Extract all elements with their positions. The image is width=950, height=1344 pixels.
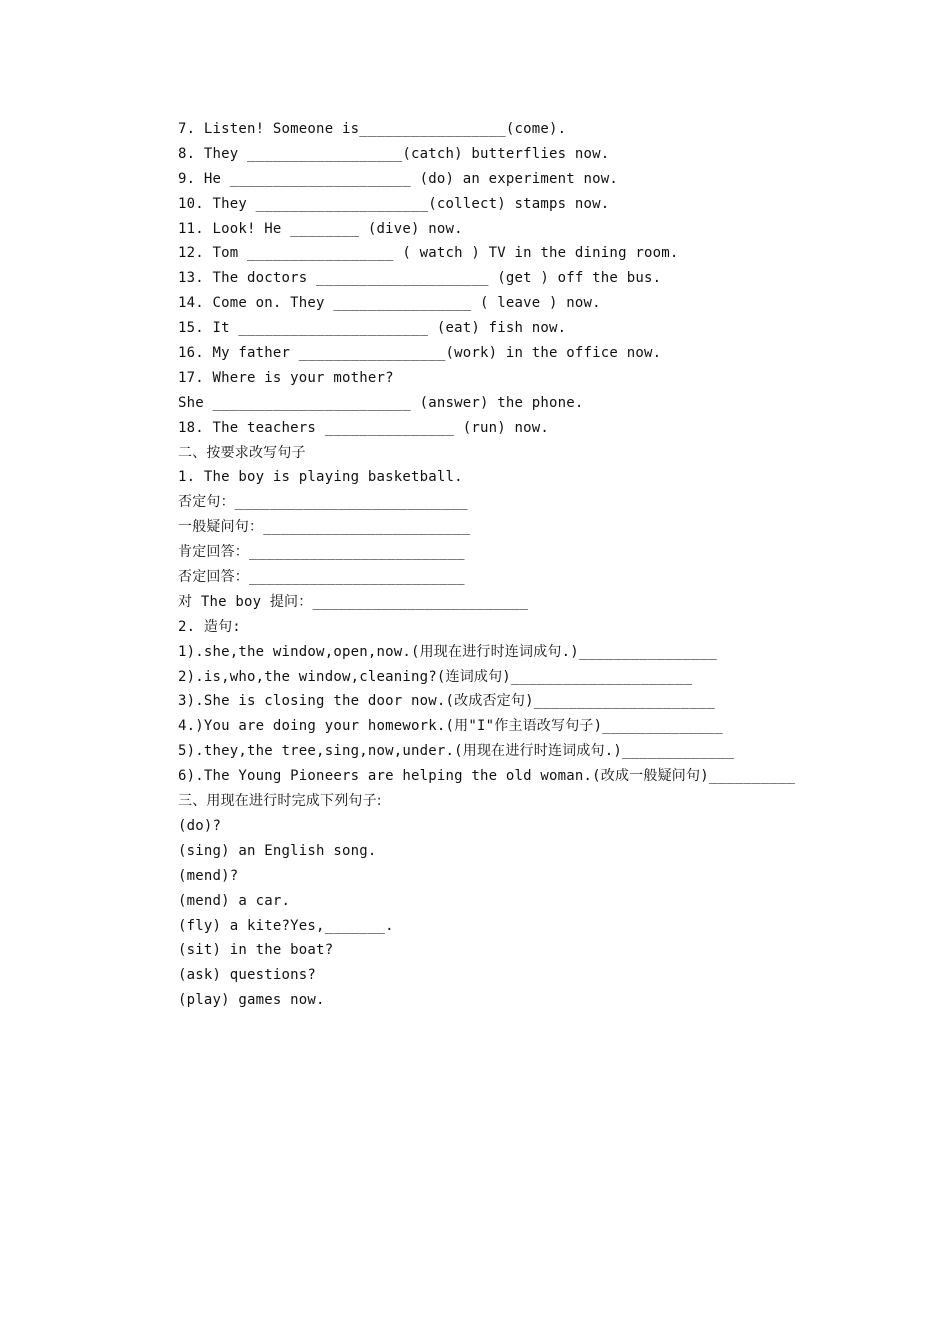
exercise-line: She _______________________ (answer) the phone. xyxy=(178,394,584,411)
exercise-line: 17. Where is your mother? xyxy=(178,369,394,386)
exercise-line: (do)? xyxy=(178,817,222,834)
exercise-line: 13. The doctors ____________________ (get ) off the bus. xyxy=(178,270,662,287)
exercise-line: 2).is,who,the window,cleaning?(连词成句)_____________________ xyxy=(178,668,693,685)
exercise-line: 11. Look! He ________ (dive) now. xyxy=(178,220,463,237)
exercise-line: (mend)? xyxy=(178,867,239,884)
exercise-line: (fly) a kite?Yes,_______. xyxy=(178,917,394,934)
exercise-text xyxy=(178,117,878,1013)
exercise-line: 肯定回答：_________________________ xyxy=(178,544,465,561)
exercise-line: 12. Tom _________________ ( watch ) TV in the dining room. xyxy=(178,245,679,262)
exercise-line: 3).She is closing the door now.(改成否定句)_____________________ xyxy=(178,693,715,710)
exercise-line: (sit) in the boat? xyxy=(178,942,334,959)
exercise-line: 否定回答：_________________________ xyxy=(178,569,465,586)
exercise-line: (play) games now. xyxy=(178,992,325,1009)
exercise-line: 14. Come on. They ________________ ( leave ) now. xyxy=(178,295,601,312)
exercise-line: (mend) a car. xyxy=(178,892,291,909)
exercise-line: 4.)You are doing your homework.(用"I"作主语改写句子)______________ xyxy=(178,718,724,735)
exercise-line: (sing) an English song. xyxy=(178,842,377,859)
section-heading: 三、用现在进行时完成下列句子: xyxy=(178,793,382,810)
exercise-line: 9. He _____________________ (do) an experiment now. xyxy=(178,170,619,187)
section-heading: 二、按要求改写句子 xyxy=(178,444,306,461)
exercise-line: 2. 造句: xyxy=(178,618,241,635)
exercise-line: 8. They __________________(catch) butterflies now. xyxy=(178,145,610,162)
exercise-line: 6).The Young Pioneers are helping the old woman.(改成一般疑问句)__________ xyxy=(178,768,796,785)
exercise-line: 10. They ____________________(collect) stamps now. xyxy=(178,195,610,212)
exercise-line: 18. The teachers _______________ (run) now. xyxy=(178,419,550,436)
exercise-line: 5).they,the tree,sing,now,under.(用现在进行时连词成句.)_____________ xyxy=(178,743,735,760)
exercise-line: 7. Listen! Someone is_________________(come). xyxy=(178,121,567,137)
exercise-line: 1. The boy is playing basketball. xyxy=(178,469,463,486)
exercise-line: 否定句：___________________________ xyxy=(178,494,468,511)
exercise-line: 15. It ______________________ (eat) fish now. xyxy=(178,320,567,337)
exercise-line: (ask) questions? xyxy=(178,967,317,984)
exercise-line: 一般疑问句：________________________ xyxy=(178,519,471,536)
exercise-line: 1).she,the window,open,now.(用现在进行时连词成句.)________________ xyxy=(178,643,717,660)
exercise-line: 对 The boy 提问：_________________________ xyxy=(178,593,529,610)
exercise-line: 16. My father _________________(work) in the office now. xyxy=(178,345,662,362)
